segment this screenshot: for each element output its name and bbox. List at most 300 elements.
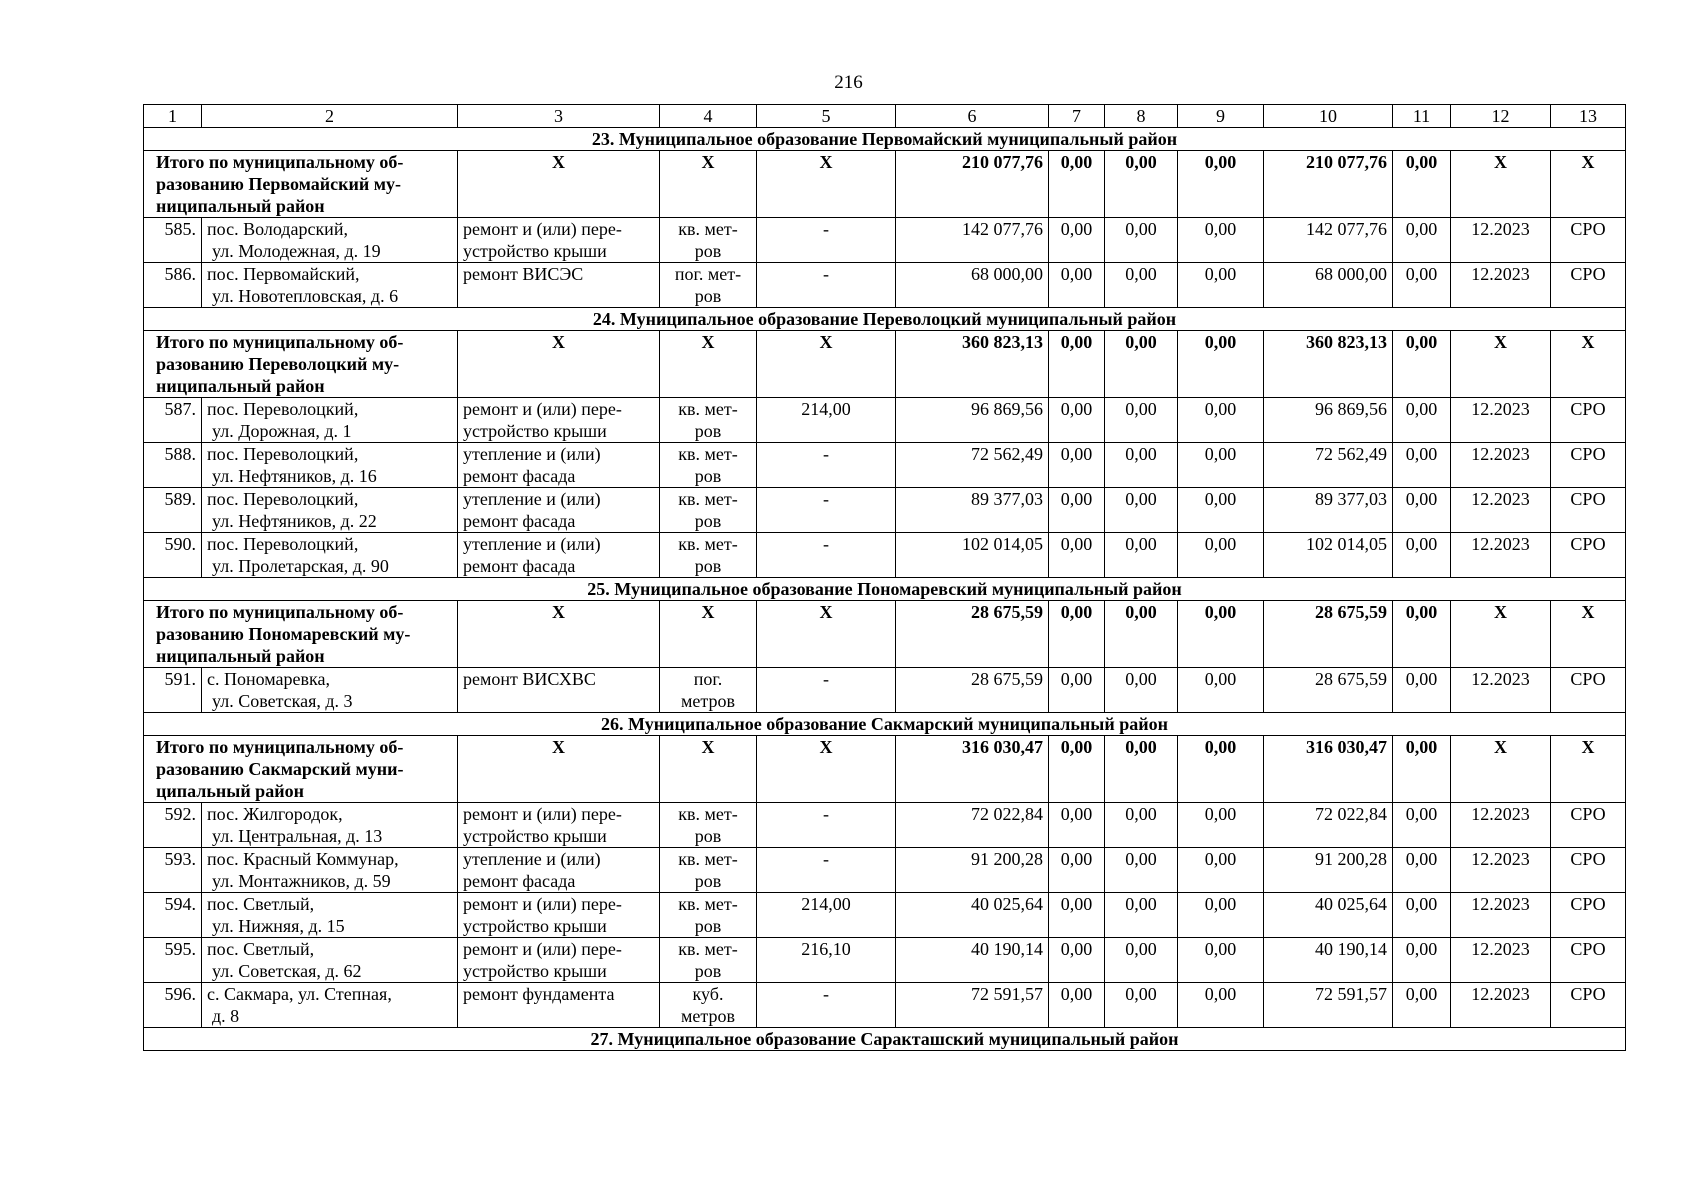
fund-c7: 0,00 — [1049, 218, 1105, 263]
total-c11: 0,00 — [1393, 736, 1451, 803]
fund-c7: 0,00 — [1049, 263, 1105, 308]
cost: 102 014,05 — [896, 533, 1049, 578]
other-c11: 0,00 — [1393, 398, 1451, 443]
address-line-1: пос. Красный Коммунар, — [207, 849, 399, 869]
unit-cell — [660, 668, 757, 713]
group-total-row — [144, 736, 1626, 803]
total-sum: 210 077,76 — [1264, 151, 1393, 218]
owner-funds: 91 200,28 — [1264, 848, 1393, 893]
cost: 28 675,59 — [896, 668, 1049, 713]
unit-line-1: кв. мет- — [678, 849, 738, 869]
fund-c7: 0,00 — [1049, 938, 1105, 983]
address-cell — [202, 983, 458, 1028]
unit-cell — [660, 398, 757, 443]
total-c9: 0,00 — [1178, 151, 1264, 218]
total-label-line: Итого по муниципальному об- — [156, 602, 404, 622]
work-type-cell — [458, 848, 660, 893]
work-type-cell — [458, 218, 660, 263]
work-type-line-2: устройство крыши — [463, 421, 607, 441]
owner-funds: 72 591,57 — [1264, 983, 1393, 1028]
other-c11: 0,00 — [1393, 938, 1451, 983]
owner-funds: 89 377,03 — [1264, 488, 1393, 533]
fund-c7: 0,00 — [1049, 533, 1105, 578]
unit-cell — [660, 218, 757, 263]
method: СРО — [1551, 488, 1626, 533]
fund-c8: 0,00 — [1105, 983, 1178, 1028]
address-line-2: ул. Советская, д. 3 — [212, 691, 353, 711]
fund-c8: 0,00 — [1105, 488, 1178, 533]
row-number: 588. — [144, 443, 202, 488]
cost: 72 022,84 — [896, 803, 1049, 848]
address-line-2: ул. Нижняя, д. 15 — [212, 916, 345, 936]
column-number: 6 — [896, 105, 1049, 128]
work-type-line-1: ремонт и (или) пере- — [463, 894, 622, 914]
row-number: 587. — [144, 398, 202, 443]
unit-line-1: кв. мет- — [678, 399, 738, 419]
total-c5: X — [757, 736, 896, 803]
address-cell — [202, 533, 458, 578]
column-number: 11 — [1393, 105, 1451, 128]
total-c13: X — [1551, 736, 1626, 803]
deadline: 12.2023 — [1451, 218, 1551, 263]
method: СРО — [1551, 938, 1626, 983]
unit-cell — [660, 488, 757, 533]
owner-funds: 28 675,59 — [1264, 668, 1393, 713]
cost: 68 000,00 — [896, 263, 1049, 308]
row-number: 586. — [144, 263, 202, 308]
section-title-row — [144, 308, 1626, 331]
total-label-line: разованию Первомайский му- — [156, 174, 402, 194]
fund-c7: 0,00 — [1049, 893, 1105, 938]
address-line-2: ул. Центральная, д. 13 — [212, 826, 383, 846]
address-cell — [202, 938, 458, 983]
fund-c9: 0,00 — [1178, 983, 1264, 1028]
total-label-line: Итого по муниципальному об- — [156, 737, 404, 757]
fund-c9: 0,00 — [1178, 443, 1264, 488]
column-number: 10 — [1264, 105, 1393, 128]
total-c12: X — [1451, 601, 1551, 668]
address-line-1: пос. Переволоцкий, — [207, 534, 359, 554]
work-type-cell — [458, 263, 660, 308]
total-c3: X — [458, 601, 660, 668]
deadline: 12.2023 — [1451, 263, 1551, 308]
total-c7: 0,00 — [1049, 736, 1105, 803]
other-c11: 0,00 — [1393, 848, 1451, 893]
fund-c9: 0,00 — [1178, 488, 1264, 533]
address-line-2: ул. Пролетарская, д. 90 — [212, 556, 389, 576]
method: СРО — [1551, 263, 1626, 308]
other-c11: 0,00 — [1393, 218, 1451, 263]
section-title: 25. Муниципальное образование Пономаревский муниципальный район — [144, 578, 1626, 601]
page-number: 216 — [834, 72, 863, 93]
address-line-1: пос. Светлый, — [207, 894, 315, 914]
total-c11: 0,00 — [1393, 331, 1451, 398]
total-c7: 0,00 — [1049, 331, 1105, 398]
total-c4: X — [660, 331, 757, 398]
total-label-line: разованию Переволоцкий му- — [156, 354, 400, 374]
unit-line-2: ров — [694, 466, 722, 486]
total-label — [144, 601, 458, 668]
address-cell — [202, 803, 458, 848]
table-row — [144, 398, 1626, 443]
quantity: - — [757, 848, 896, 893]
fund-c9: 0,00 — [1178, 533, 1264, 578]
total-c7: 0,00 — [1049, 151, 1105, 218]
fund-c7: 0,00 — [1049, 983, 1105, 1028]
work-type-line-1: ремонт ВИСЭС — [463, 264, 584, 284]
fund-c8: 0,00 — [1105, 263, 1178, 308]
column-number: 4 — [660, 105, 757, 128]
quantity: 216,10 — [757, 938, 896, 983]
address-line-2: ул. Нефтяников, д. 16 — [212, 466, 377, 486]
work-type-cell — [458, 398, 660, 443]
quantity: - — [757, 218, 896, 263]
table-row — [144, 263, 1626, 308]
address-cell — [202, 848, 458, 893]
address-cell — [202, 398, 458, 443]
unit-line-2: ров — [694, 511, 722, 531]
address-line-2: ул. Дорожная, д. 1 — [212, 421, 352, 441]
total-c5: X — [757, 331, 896, 398]
row-number: 594. — [144, 893, 202, 938]
total-c3: X — [458, 331, 660, 398]
fund-c8: 0,00 — [1105, 893, 1178, 938]
address-line-1: пос. Первомайский, — [207, 264, 360, 284]
work-type-line-2: устройство крыши — [463, 826, 607, 846]
method: СРО — [1551, 848, 1626, 893]
work-type-cell — [458, 938, 660, 983]
total-label-line: ниципальный район — [156, 196, 325, 216]
total-label-line: ниципальный район — [156, 646, 325, 666]
unit-line-1: кв. мет- — [678, 489, 738, 509]
unit-line-2: ров — [694, 421, 722, 441]
column-number: 12 — [1451, 105, 1551, 128]
unit-cell — [660, 533, 757, 578]
address-line-1: пос. Володарский, — [207, 219, 348, 239]
total-label — [144, 736, 458, 803]
owner-funds: 96 869,56 — [1264, 398, 1393, 443]
group-total-row — [144, 601, 1626, 668]
unit-line-1: пог. — [693, 669, 723, 689]
unit-line-1: кв. мет- — [678, 444, 738, 464]
work-type-cell — [458, 983, 660, 1028]
unit-line-1: пог. мет- — [674, 264, 742, 284]
unit-line-1: кв. мет- — [678, 219, 738, 239]
work-type-line-2: устройство крыши — [463, 961, 607, 981]
owner-funds: 72 022,84 — [1264, 803, 1393, 848]
fund-c9: 0,00 — [1178, 938, 1264, 983]
method: СРО — [1551, 443, 1626, 488]
work-type-line-2: ремонт фасада — [463, 466, 576, 486]
work-type-line-2: ремонт фасада — [463, 556, 576, 576]
total-c7: 0,00 — [1049, 601, 1105, 668]
unit-cell — [660, 848, 757, 893]
row-number: 590. — [144, 533, 202, 578]
total-c9: 0,00 — [1178, 331, 1264, 398]
group-total-row — [144, 331, 1626, 398]
address-line-1: пос. Переволоцкий, — [207, 399, 359, 419]
table-row — [144, 218, 1626, 263]
total-c12: X — [1451, 736, 1551, 803]
address-line-1: пос. Светлый, — [207, 939, 315, 959]
section-title-row — [144, 1028, 1626, 1051]
total-c8: 0,00 — [1105, 736, 1178, 803]
work-type-cell — [458, 893, 660, 938]
fund-c8: 0,00 — [1105, 938, 1178, 983]
owner-funds: 142 077,76 — [1264, 218, 1393, 263]
total-c5: X — [757, 151, 896, 218]
total-c13: X — [1551, 331, 1626, 398]
address-cell — [202, 443, 458, 488]
fund-c8: 0,00 — [1105, 533, 1178, 578]
method: СРО — [1551, 983, 1626, 1028]
table-row — [144, 533, 1626, 578]
work-type-line-2: устройство крыши — [463, 241, 607, 261]
fund-c9: 0,00 — [1178, 848, 1264, 893]
total-label-line: Итого по муниципальному об- — [156, 152, 404, 172]
unit-cell — [660, 263, 757, 308]
unit-line-1: кв. мет- — [678, 894, 738, 914]
address-line-1: пос. Жилгородок, — [207, 804, 343, 824]
work-type-cell — [458, 533, 660, 578]
total-c9: 0,00 — [1178, 736, 1264, 803]
total-c3: X — [458, 151, 660, 218]
fund-c9: 0,00 — [1178, 668, 1264, 713]
total-c8: 0,00 — [1105, 331, 1178, 398]
owner-funds: 102 014,05 — [1264, 533, 1393, 578]
address-cell — [202, 893, 458, 938]
work-type-cell — [458, 803, 660, 848]
method: СРО — [1551, 218, 1626, 263]
unit-line-2: ров — [694, 961, 722, 981]
quantity: - — [757, 668, 896, 713]
method: СРО — [1551, 803, 1626, 848]
quantity: - — [757, 443, 896, 488]
fund-c8: 0,00 — [1105, 218, 1178, 263]
total-label-line: Итого по муниципальному об- — [156, 332, 404, 352]
unit-line-2: метров — [681, 1006, 735, 1026]
deadline: 12.2023 — [1451, 668, 1551, 713]
fund-c8: 0,00 — [1105, 803, 1178, 848]
total-c11: 0,00 — [1393, 151, 1451, 218]
total-label-line: ниципальный район — [156, 376, 325, 396]
unit-line-2: ров — [694, 871, 722, 891]
fund-c9: 0,00 — [1178, 398, 1264, 443]
total-c5: X — [757, 601, 896, 668]
deadline: 12.2023 — [1451, 848, 1551, 893]
work-type-line-1: ремонт и (или) пере- — [463, 939, 622, 959]
section-title-row — [144, 713, 1626, 736]
cost: 40 190,14 — [896, 938, 1049, 983]
total-c11: 0,00 — [1393, 601, 1451, 668]
address-line-2: д. 8 — [212, 1006, 240, 1026]
total-cost: 360 823,13 — [896, 331, 1049, 398]
work-type-line-2: ремонт фасада — [463, 511, 576, 531]
other-c11: 0,00 — [1393, 803, 1451, 848]
fund-c7: 0,00 — [1049, 488, 1105, 533]
total-c12: X — [1451, 331, 1551, 398]
deadline: 12.2023 — [1451, 443, 1551, 488]
group-total-row — [144, 151, 1626, 218]
row-number: 596. — [144, 983, 202, 1028]
work-type-line-1: ремонт и (или) пере- — [463, 219, 622, 239]
unit-cell — [660, 443, 757, 488]
work-type-line-1: утепление и (или) — [463, 534, 601, 554]
owner-funds: 40 025,64 — [1264, 893, 1393, 938]
column-number: 2 — [202, 105, 458, 128]
address-cell — [202, 488, 458, 533]
column-number: 3 — [458, 105, 660, 128]
column-number: 5 — [757, 105, 896, 128]
owner-funds: 68 000,00 — [1264, 263, 1393, 308]
deadline: 12.2023 — [1451, 533, 1551, 578]
total-c3: X — [458, 736, 660, 803]
method: СРО — [1551, 533, 1626, 578]
section-title: 27. Муниципальное образование Саракташский муниципальный район — [144, 1028, 1626, 1051]
other-c11: 0,00 — [1393, 443, 1451, 488]
fund-c8: 0,00 — [1105, 668, 1178, 713]
total-sum: 360 823,13 — [1264, 331, 1393, 398]
fund-c7: 0,00 — [1049, 848, 1105, 893]
address-line-2: ул. Монтажников, д. 59 — [212, 871, 391, 891]
column-number: 8 — [1105, 105, 1178, 128]
owner-funds: 72 562,49 — [1264, 443, 1393, 488]
unit-cell — [660, 893, 757, 938]
work-type-line-1: ремонт фундамента — [463, 984, 615, 1004]
unit-line-2: ров — [694, 916, 722, 936]
other-c11: 0,00 — [1393, 983, 1451, 1028]
unit-cell — [660, 938, 757, 983]
quantity: 214,00 — [757, 893, 896, 938]
unit-line-1: кв. мет- — [678, 804, 738, 824]
total-c4: X — [660, 736, 757, 803]
unit-line-2: ров — [694, 241, 722, 261]
fund-c9: 0,00 — [1178, 893, 1264, 938]
fund-c8: 0,00 — [1105, 848, 1178, 893]
total-c13: X — [1551, 601, 1626, 668]
column-number: 7 — [1049, 105, 1105, 128]
total-sum: 28 675,59 — [1264, 601, 1393, 668]
table-row — [144, 938, 1626, 983]
deadline: 12.2023 — [1451, 803, 1551, 848]
address-line-2: ул. Нефтяников, д. 22 — [212, 511, 377, 531]
address-line-1: с. Пономаревка, — [207, 669, 330, 689]
work-type-cell — [458, 488, 660, 533]
unit-line-1: кв. мет- — [678, 534, 738, 554]
cost: 96 869,56 — [896, 398, 1049, 443]
cost: 89 377,03 — [896, 488, 1049, 533]
address-line-2: ул. Советская, д. 62 — [212, 961, 362, 981]
table-row — [144, 848, 1626, 893]
table-row — [144, 443, 1626, 488]
fund-c9: 0,00 — [1178, 263, 1264, 308]
section-title-row — [144, 578, 1626, 601]
deadline: 12.2023 — [1451, 488, 1551, 533]
unit-line-2: ров — [694, 286, 722, 306]
unit-line-2: ров — [694, 826, 722, 846]
owner-funds: 40 190,14 — [1264, 938, 1393, 983]
total-cost: 28 675,59 — [896, 601, 1049, 668]
total-cost: 210 077,76 — [896, 151, 1049, 218]
address-cell — [202, 218, 458, 263]
column-number: 1 — [144, 105, 202, 128]
address-cell — [202, 668, 458, 713]
deadline: 12.2023 — [1451, 893, 1551, 938]
row-number: 589. — [144, 488, 202, 533]
work-type-cell — [458, 443, 660, 488]
row-number: 592. — [144, 803, 202, 848]
total-c9: 0,00 — [1178, 601, 1264, 668]
quantity: 214,00 — [757, 398, 896, 443]
table-row — [144, 893, 1626, 938]
total-c13: X — [1551, 151, 1626, 218]
total-label-line: ципальный район — [156, 781, 304, 801]
total-label — [144, 151, 458, 218]
total-c4: X — [660, 601, 757, 668]
row-number: 585. — [144, 218, 202, 263]
total-sum: 316 030,47 — [1264, 736, 1393, 803]
work-type-line-1: утепление и (или) — [463, 489, 601, 509]
row-number: 593. — [144, 848, 202, 893]
quantity: - — [757, 263, 896, 308]
column-number: 13 — [1551, 105, 1626, 128]
section-title-row — [144, 128, 1626, 151]
total-c8: 0,00 — [1105, 601, 1178, 668]
cost: 91 200,28 — [896, 848, 1049, 893]
cost: 72 562,49 — [896, 443, 1049, 488]
address-cell — [202, 263, 458, 308]
column-number: 9 — [1178, 105, 1264, 128]
work-type-line-1: утепление и (или) — [463, 444, 601, 464]
total-c8: 0,00 — [1105, 151, 1178, 218]
work-type-line-1: утепление и (или) — [463, 849, 601, 869]
unit-cell — [660, 803, 757, 848]
method: СРО — [1551, 398, 1626, 443]
unit-cell — [660, 983, 757, 1028]
table-body — [144, 105, 1626, 1051]
total-c4: X — [660, 151, 757, 218]
method: СРО — [1551, 668, 1626, 713]
section-title: 26. Муниципальное образование Сакмарский муниципальный район — [144, 713, 1626, 736]
total-label-line: разованию Пономаревский му- — [156, 624, 411, 644]
other-c11: 0,00 — [1393, 893, 1451, 938]
fund-c7: 0,00 — [1049, 398, 1105, 443]
section-title: 24. Муниципальное образование Переволоцкий муниципальный район — [144, 308, 1626, 331]
unit-line-1: куб. — [692, 984, 724, 1004]
fund-c8: 0,00 — [1105, 443, 1178, 488]
unit-line-2: ров — [694, 556, 722, 576]
deadline: 12.2023 — [1451, 938, 1551, 983]
row-number: 591. — [144, 668, 202, 713]
table-row — [144, 983, 1626, 1028]
repair-plan-table — [143, 104, 1626, 1051]
table-row — [144, 803, 1626, 848]
method: СРО — [1551, 893, 1626, 938]
fund-c7: 0,00 — [1049, 668, 1105, 713]
total-label — [144, 331, 458, 398]
total-label-line: разованию Сакмарский муни- — [156, 759, 404, 779]
unit-line-2: метров — [681, 691, 735, 711]
address-line-1: пос. Переволоцкий, — [207, 444, 359, 464]
work-type-line-2: устройство крыши — [463, 916, 607, 936]
total-cost: 316 030,47 — [896, 736, 1049, 803]
cost: 72 591,57 — [896, 983, 1049, 1028]
other-c11: 0,00 — [1393, 533, 1451, 578]
fund-c8: 0,00 — [1105, 398, 1178, 443]
cost: 142 077,76 — [896, 218, 1049, 263]
table-row — [144, 488, 1626, 533]
fund-c7: 0,00 — [1049, 443, 1105, 488]
